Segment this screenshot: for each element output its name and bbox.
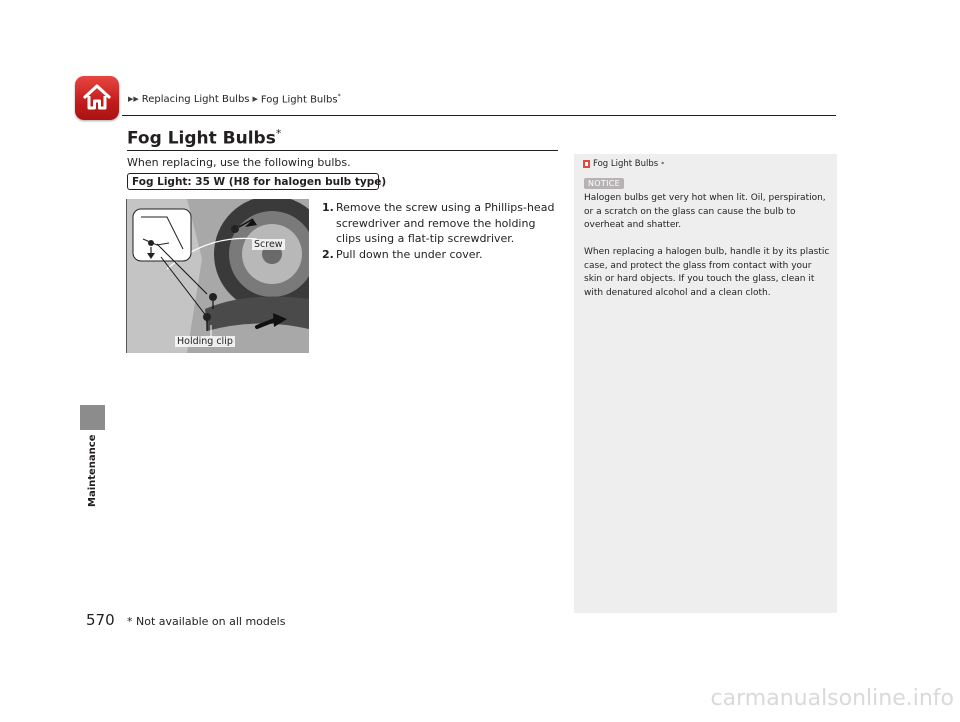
step-number: 1.: [322, 201, 334, 214]
home-icon: [82, 82, 112, 112]
breadcrumb-item-fog-light-bulbs[interactable]: Fog Light Bulbs*: [260, 93, 341, 106]
notes-sidebar: [574, 154, 837, 613]
page-number: 570: [86, 611, 115, 629]
notice-badge: NOTICE: [584, 178, 624, 189]
step-text: Remove the screw using a Phillips-head screwdriver and remove the holding clips using a flat-tip screwdriver.: [336, 201, 555, 245]
handling-text: When replacing a halogen bulb, handle it by its plastic case, and protect the glass from contact with your skin or hard objects. If you touch the glass, clean it with denatured alcohol and a clean cloth.: [584, 247, 830, 298]
step-2: [322, 247, 558, 263]
header-divider: [122, 115, 836, 116]
reference-icon: [583, 160, 590, 168]
section-tab-marker: [80, 405, 105, 430]
fog-light-illustration: [126, 199, 309, 353]
intro-text: When replacing, use the following bulbs.: [127, 156, 351, 169]
asterisk-mark: *: [661, 160, 665, 168]
step-text: Pull down the under cover.: [336, 247, 483, 261]
bulb-spec-box: Fog Light: 35 W (H8 for halogen bulb type): [127, 173, 379, 190]
wheel-under-cover-drawing: [127, 199, 309, 353]
holding-clip-label: Holding clip: [177, 336, 233, 347]
step-number: 2.: [322, 247, 334, 261]
step-1: [322, 200, 558, 247]
home-button[interactable]: [75, 76, 119, 120]
sidebar-title: Fog Light Bulbs *: [583, 159, 664, 169]
watermark: carmanualsonline.info: [710, 686, 954, 711]
title-divider: [127, 150, 558, 151]
screw-label: Screw: [254, 239, 283, 250]
breadcrumb-arrow-icon: ▶: [252, 95, 258, 104]
breadcrumb-arrow-icon: ▶▶: [128, 95, 139, 104]
breadcrumb: [128, 93, 341, 105]
footnote: * Not available on all models: [127, 615, 286, 628]
asterisk-mark: *: [337, 93, 341, 100]
instruction-steps: [322, 200, 558, 262]
breadcrumb-item-replacing-light-bulbs[interactable]: Replacing Light Bulbs: [141, 93, 250, 105]
section-label: Maintenance: [87, 434, 98, 507]
title-asterisk: *: [275, 127, 282, 140]
page-title: Fog Light Bulbs*: [127, 127, 282, 149]
notice-text: Halogen bulbs get very hot when lit. Oil, perspiration, or a scratch on the glass can cause the bulb to overheat and shatter.: [584, 193, 826, 230]
